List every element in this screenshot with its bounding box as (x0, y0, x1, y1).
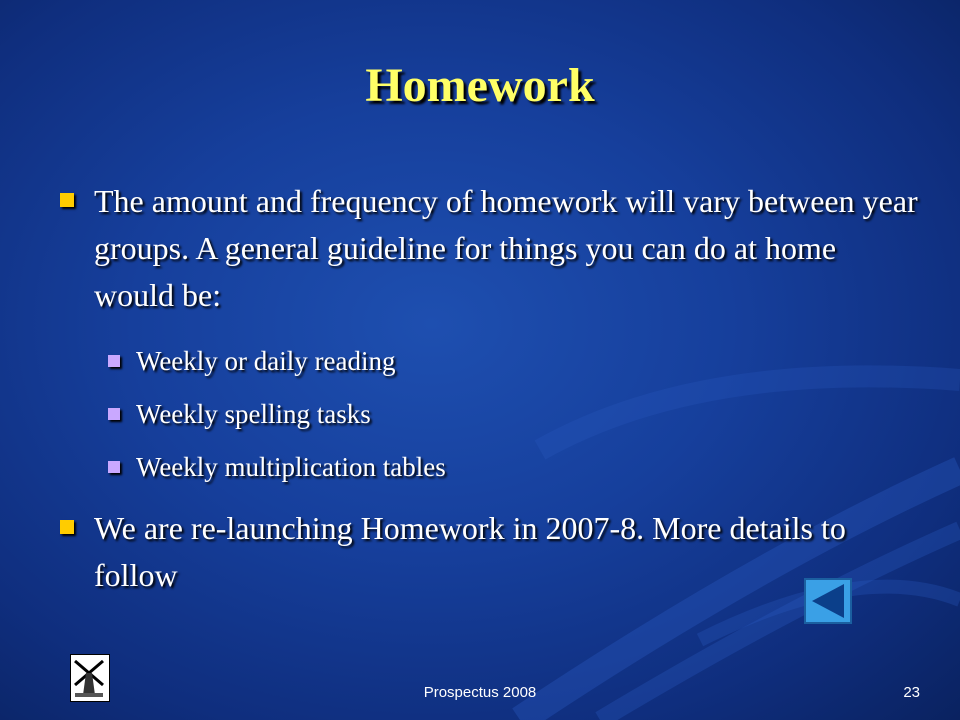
bullet-text: The amount and frequency of homework will vary between year groups. A general guideline for things you can do at home would be: (94, 183, 918, 313)
back-arrow-icon (806, 580, 850, 622)
sub-bullet-item (108, 396, 888, 432)
footer-text: Prospectus 2008 (423, 684, 537, 701)
slide-title: Homework (365, 59, 595, 112)
bullet-marker-icon (60, 520, 74, 534)
sub-bullet-marker-icon (108, 355, 120, 367)
sub-bullet-item (108, 449, 888, 485)
sub-bullet-item (108, 343, 888, 379)
sub-bullet-text: Weekly multiplication tables (136, 452, 446, 482)
sub-bullet-text: Weekly spelling tasks (136, 399, 371, 429)
bullet-marker-icon (60, 193, 74, 207)
bullet-item (58, 178, 918, 319)
sub-bullet-text: Weekly or daily reading (136, 346, 396, 376)
sub-bullet-marker-icon (108, 408, 120, 420)
back-button[interactable] (804, 578, 852, 624)
bullet-item (58, 505, 918, 599)
sub-bullet-marker-icon (108, 461, 120, 473)
bullet-text: We are re-launching Homework in 2007-8. More details to follow (94, 510, 846, 593)
page-number: 23 (903, 684, 920, 701)
